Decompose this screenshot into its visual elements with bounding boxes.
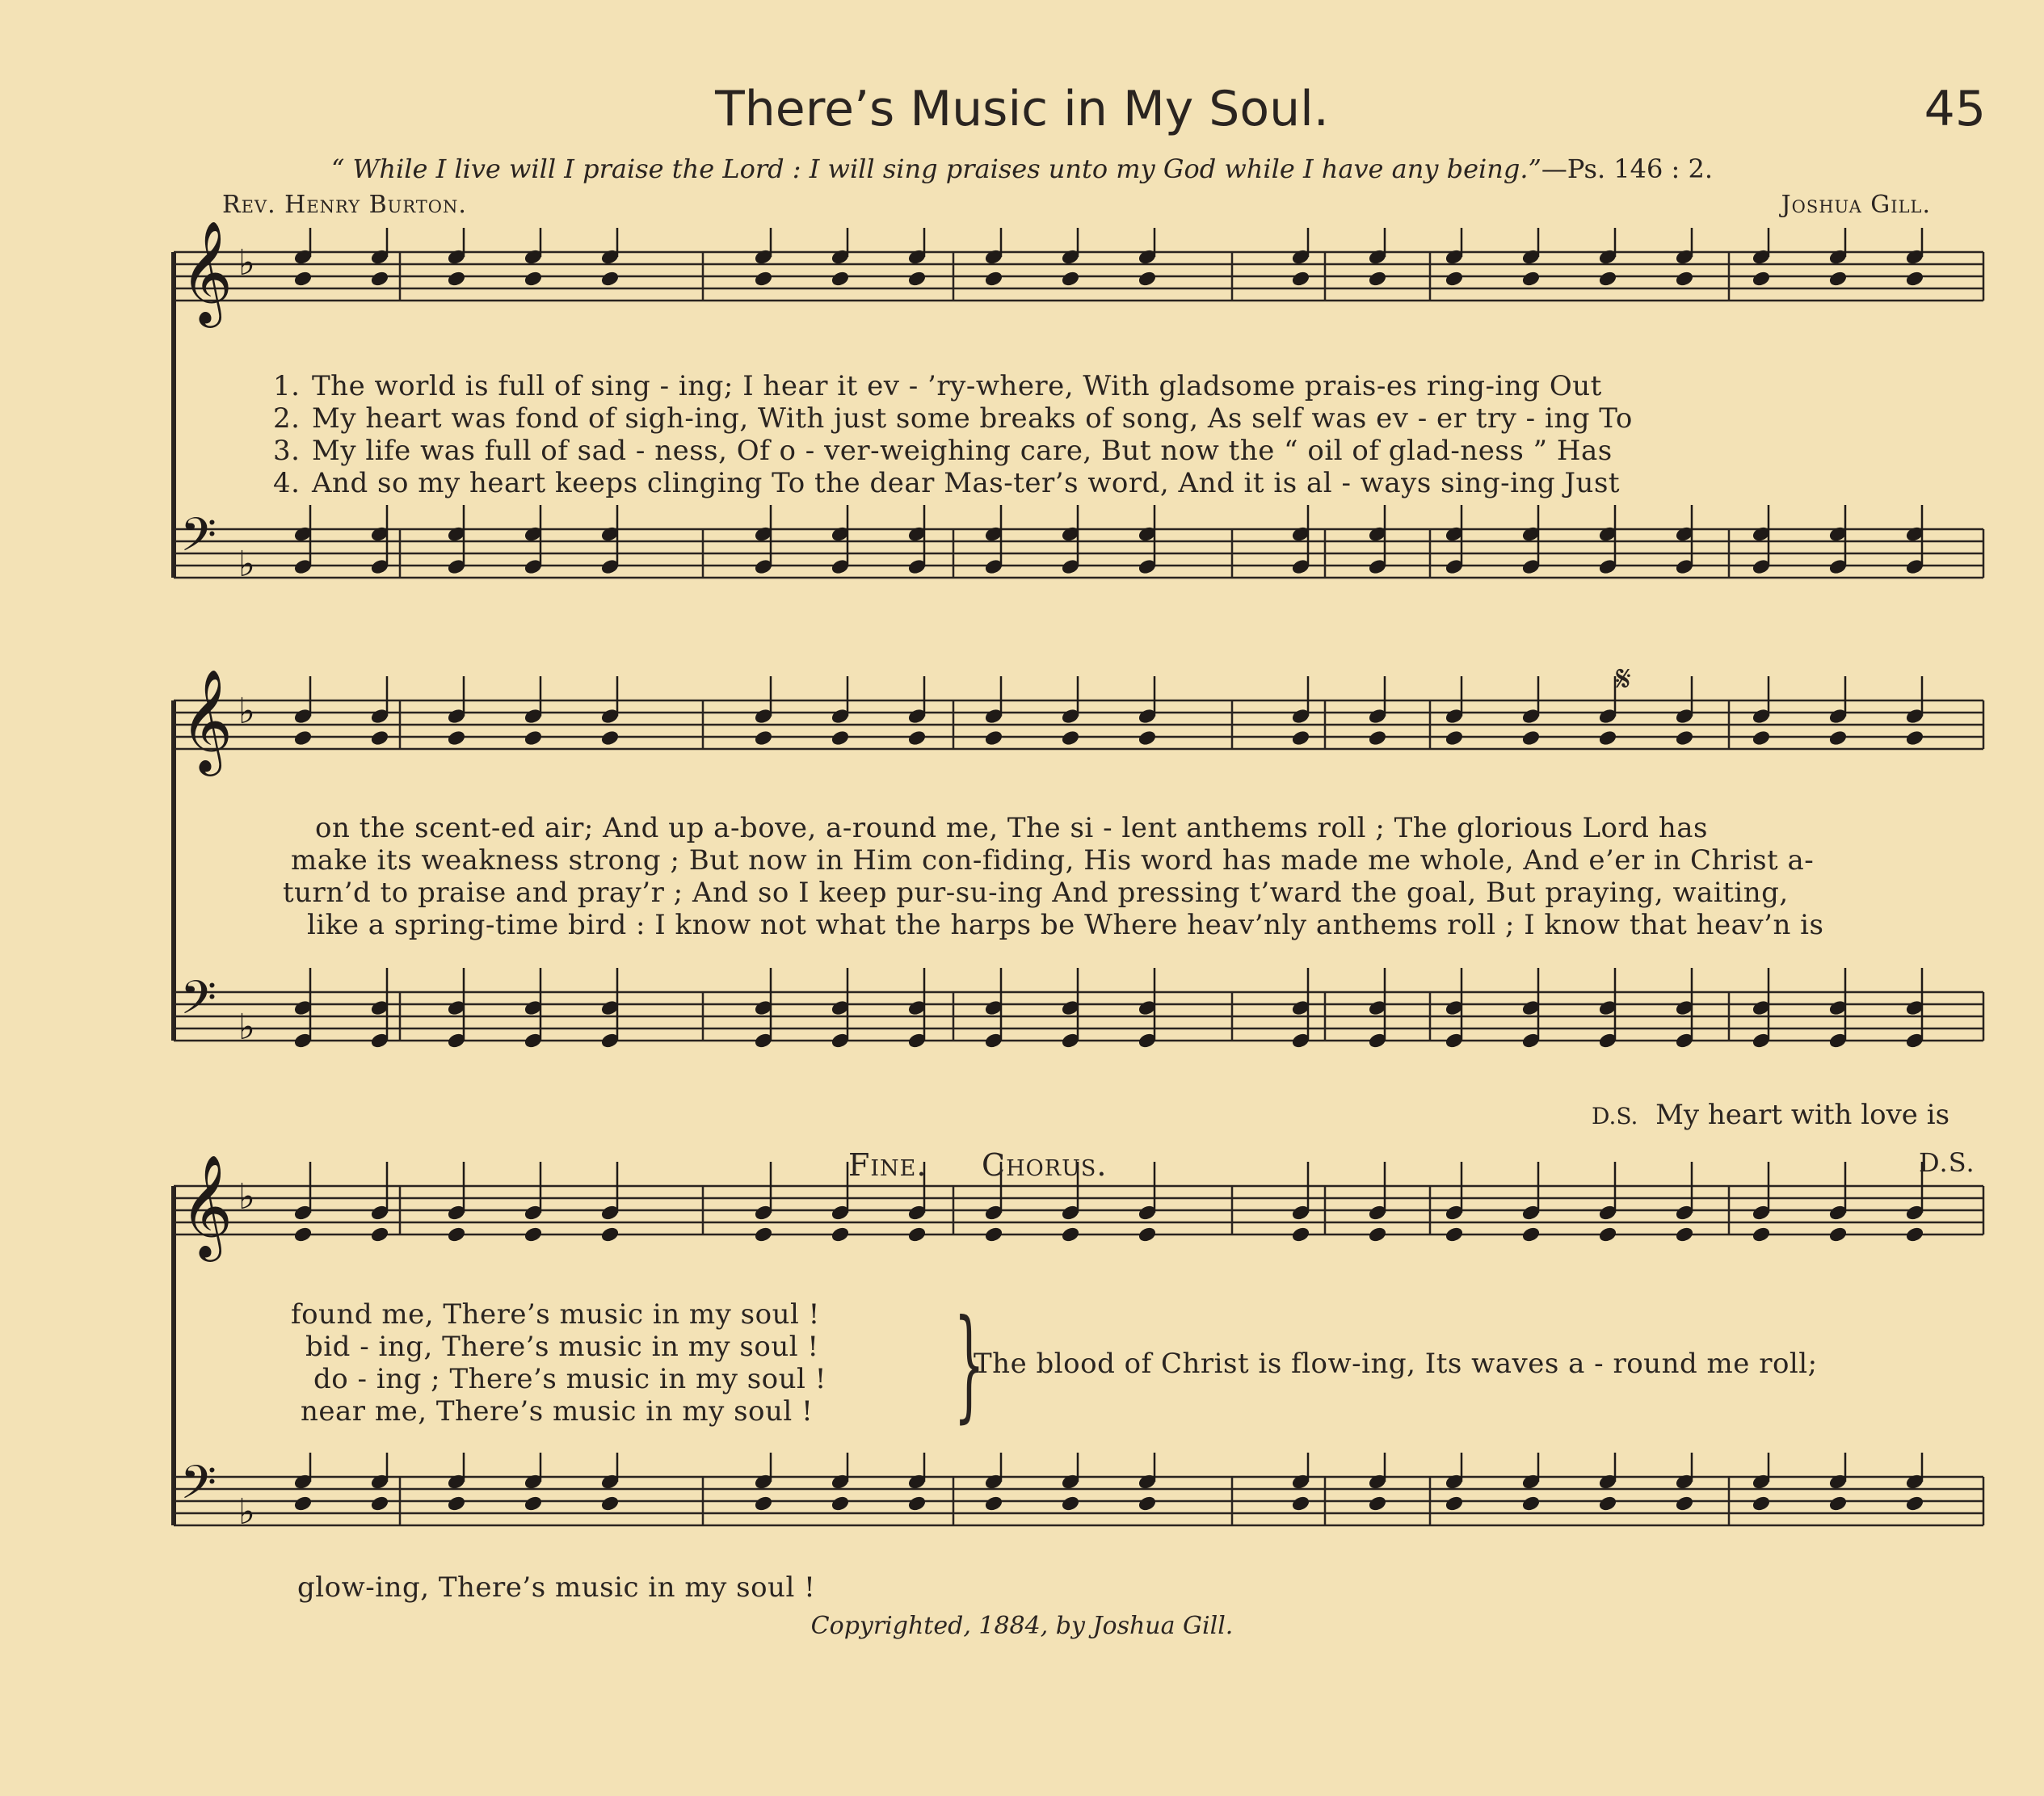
- note-head: [907, 270, 927, 287]
- note-head: [1675, 1226, 1694, 1243]
- page-number: 45: [1924, 81, 1986, 137]
- note-head: [370, 270, 389, 287]
- note-head: [1138, 270, 1157, 287]
- copyright-notice: Copyrighted, 1884, by Joshua Gill.: [810, 1612, 1234, 1640]
- note-head: [1675, 730, 1694, 747]
- flat-icon: ♭: [238, 1176, 255, 1218]
- note-head: [1521, 730, 1541, 747]
- note-head: [1061, 1495, 1080, 1512]
- note-head: [1138, 1226, 1157, 1243]
- note-head: [1752, 1226, 1771, 1243]
- note-head: [907, 1226, 927, 1243]
- note-head: [1368, 730, 1387, 747]
- note-head: [1752, 1495, 1771, 1512]
- note-head: [1905, 730, 1924, 747]
- note-head: [1598, 1495, 1617, 1512]
- note-head: [1521, 1226, 1541, 1243]
- note-head: [1368, 1495, 1387, 1512]
- note-head: [293, 1226, 313, 1243]
- ds-lyric: [1592, 1099, 1949, 1131]
- note-head: [600, 270, 620, 287]
- note-head: [1445, 730, 1464, 747]
- note-head: [831, 270, 850, 287]
- ds-end-label: D.S.: [1919, 1147, 1975, 1178]
- note-head: [1291, 270, 1310, 287]
- page-title: There’s Music in My Soul.: [715, 81, 1329, 137]
- note-head: [447, 270, 466, 287]
- segno-sign: 𝄋: [1616, 658, 1631, 700]
- bass-clef-icon: 𝄢: [180, 1455, 217, 1521]
- note-head: [984, 1495, 1003, 1512]
- bass-clef-icon: 𝄢: [180, 970, 217, 1037]
- note-head: [907, 1495, 927, 1512]
- note-head: [524, 730, 543, 747]
- note-head: [293, 270, 313, 287]
- note-head: [1675, 1495, 1694, 1512]
- note-head: [1138, 1495, 1157, 1512]
- verse-brace: }: [953, 1294, 985, 1435]
- epigraph-quote: “ While I live will I praise the Lord : I will sing praises unto my God while I have any being.”: [330, 154, 1541, 184]
- note-head: [447, 1226, 466, 1243]
- verse-3-line2: turn’d to praise and pray’r ; And so I keep pur-su-ing And pressing t’ward the goal, But praying, waiting,: [283, 877, 1789, 909]
- bass-lyric: glow-ing, There’s music in my soul !: [297, 1571, 816, 1604]
- note-head: [1445, 1495, 1464, 1512]
- note-head: [1905, 1495, 1924, 1512]
- note-head: [1061, 270, 1080, 287]
- chorus-label: Chorus.: [982, 1147, 1108, 1183]
- chorus-text: The blood of Christ is flow-ing, Its waves a - round me roll;: [974, 1348, 1818, 1380]
- note-head: [907, 730, 927, 747]
- note-head: [1598, 730, 1617, 747]
- note-head: [1598, 270, 1617, 287]
- note-head: [1752, 270, 1771, 287]
- treble-clef-icon: 𝄞: [180, 1154, 233, 1257]
- note-head: [1061, 1226, 1080, 1243]
- note-head: [1291, 1495, 1310, 1512]
- note-head: [1445, 270, 1464, 287]
- note-head: [524, 270, 543, 287]
- note-head: [600, 1226, 620, 1243]
- note-head: [293, 1495, 313, 1512]
- note-head: [1521, 1495, 1541, 1512]
- note-head: [831, 730, 850, 747]
- note-head: [524, 1226, 543, 1243]
- verse-3-line3: do - ing ; There’s music in my soul !: [313, 1363, 826, 1395]
- verse-1-line1: 1. The world is full of sing - ing; I hear it ev - ’ry-where, With gladsome prais-es ring-ing Out: [273, 370, 1602, 402]
- verse-4-line3: near me, There’s music in my soul !: [301, 1395, 814, 1428]
- note-head: [524, 1495, 543, 1512]
- verse-4-line2: like a spring-time bird : I know not what the harps be Where heav’nly anthems roll ; I know that heav’n is: [307, 909, 1824, 941]
- note-head: [1291, 1226, 1310, 1243]
- note-head: [447, 1495, 466, 1512]
- flat-icon: ♭: [238, 242, 255, 284]
- note-head: [754, 730, 773, 747]
- note-head: [1828, 1226, 1848, 1243]
- note-head: [1598, 1226, 1617, 1243]
- note-head: [984, 730, 1003, 747]
- treble-clef-icon: 𝄞: [180, 220, 233, 323]
- note-head: [1061, 730, 1080, 747]
- flat-icon: ♭: [238, 1491, 255, 1533]
- note-head: [600, 730, 620, 747]
- note-head: [754, 270, 773, 287]
- note-head: [1828, 270, 1848, 287]
- verse-3-line1: 3. My life was full of sad - ness, Of o - ver-weighing care, But now the “ oil of glad-ness ” Has: [273, 435, 1613, 467]
- note-head: [1291, 730, 1310, 747]
- composer-credit: Joshua Gill.: [1781, 191, 1931, 219]
- note-head: [447, 730, 466, 747]
- verse-2-line1: 2. My heart was fond of sigh-ing, With just some breaks of song, As self was ev - er try - ing To: [273, 402, 1633, 435]
- note-head: [293, 730, 313, 747]
- verse-2-line2: make its weakness strong ; But now in Him con-fiding, His word has made me whole, And e’er in Christ a-: [291, 844, 1815, 877]
- flat-icon: ♭: [238, 691, 255, 732]
- note-head: [1445, 1226, 1464, 1243]
- fine-label: Fine.: [848, 1147, 927, 1183]
- note-head: [370, 1226, 389, 1243]
- note-head: [1675, 270, 1694, 287]
- note-head: [370, 1495, 389, 1512]
- note-head: [831, 1226, 850, 1243]
- verse-1-line2: on the scent-ed air; And up a-bove, a-round me, The si - lent anthems roll ; The glorious Lord has: [315, 812, 1708, 844]
- verse-2-line3: bid - ing, There’s music in my soul !: [305, 1331, 819, 1363]
- note-head: [370, 730, 389, 747]
- note-head: [1828, 730, 1848, 747]
- note-head: [1905, 270, 1924, 287]
- note-head: [1752, 730, 1771, 747]
- bass-clef-icon: 𝄢: [180, 507, 217, 574]
- note-head: [984, 1226, 1003, 1243]
- note-head: [1368, 270, 1387, 287]
- note-head: [1828, 1495, 1848, 1512]
- note-head: [831, 1495, 850, 1512]
- note-head: [984, 270, 1003, 287]
- flat-icon: ♭: [238, 1007, 255, 1048]
- note-head: [1138, 730, 1157, 747]
- note-head: [1905, 1226, 1924, 1243]
- note-head: [1521, 270, 1541, 287]
- epigraph-ref: —Ps. 146 : 2.: [1541, 154, 1714, 184]
- verse-4-line1: 4. And so my heart keeps clinging To the dear Mas-ter’s word, And it is al - ways sing-ing Just: [273, 467, 1621, 499]
- note-head: [754, 1495, 773, 1512]
- flat-icon: ♭: [238, 544, 255, 585]
- note-head: [1368, 1226, 1387, 1243]
- ds-lyric-text: My heart with love is: [1655, 1099, 1950, 1131]
- lyricist-credit: Rev. Henry Burton.: [222, 191, 467, 219]
- note-head: [754, 1226, 773, 1243]
- treble-clef-icon: 𝄞: [180, 668, 233, 772]
- verse-1-line3: found me, There’s music in my soul !: [291, 1298, 820, 1331]
- note-head: [600, 1495, 620, 1512]
- ds-label: D.S.: [1592, 1103, 1638, 1129]
